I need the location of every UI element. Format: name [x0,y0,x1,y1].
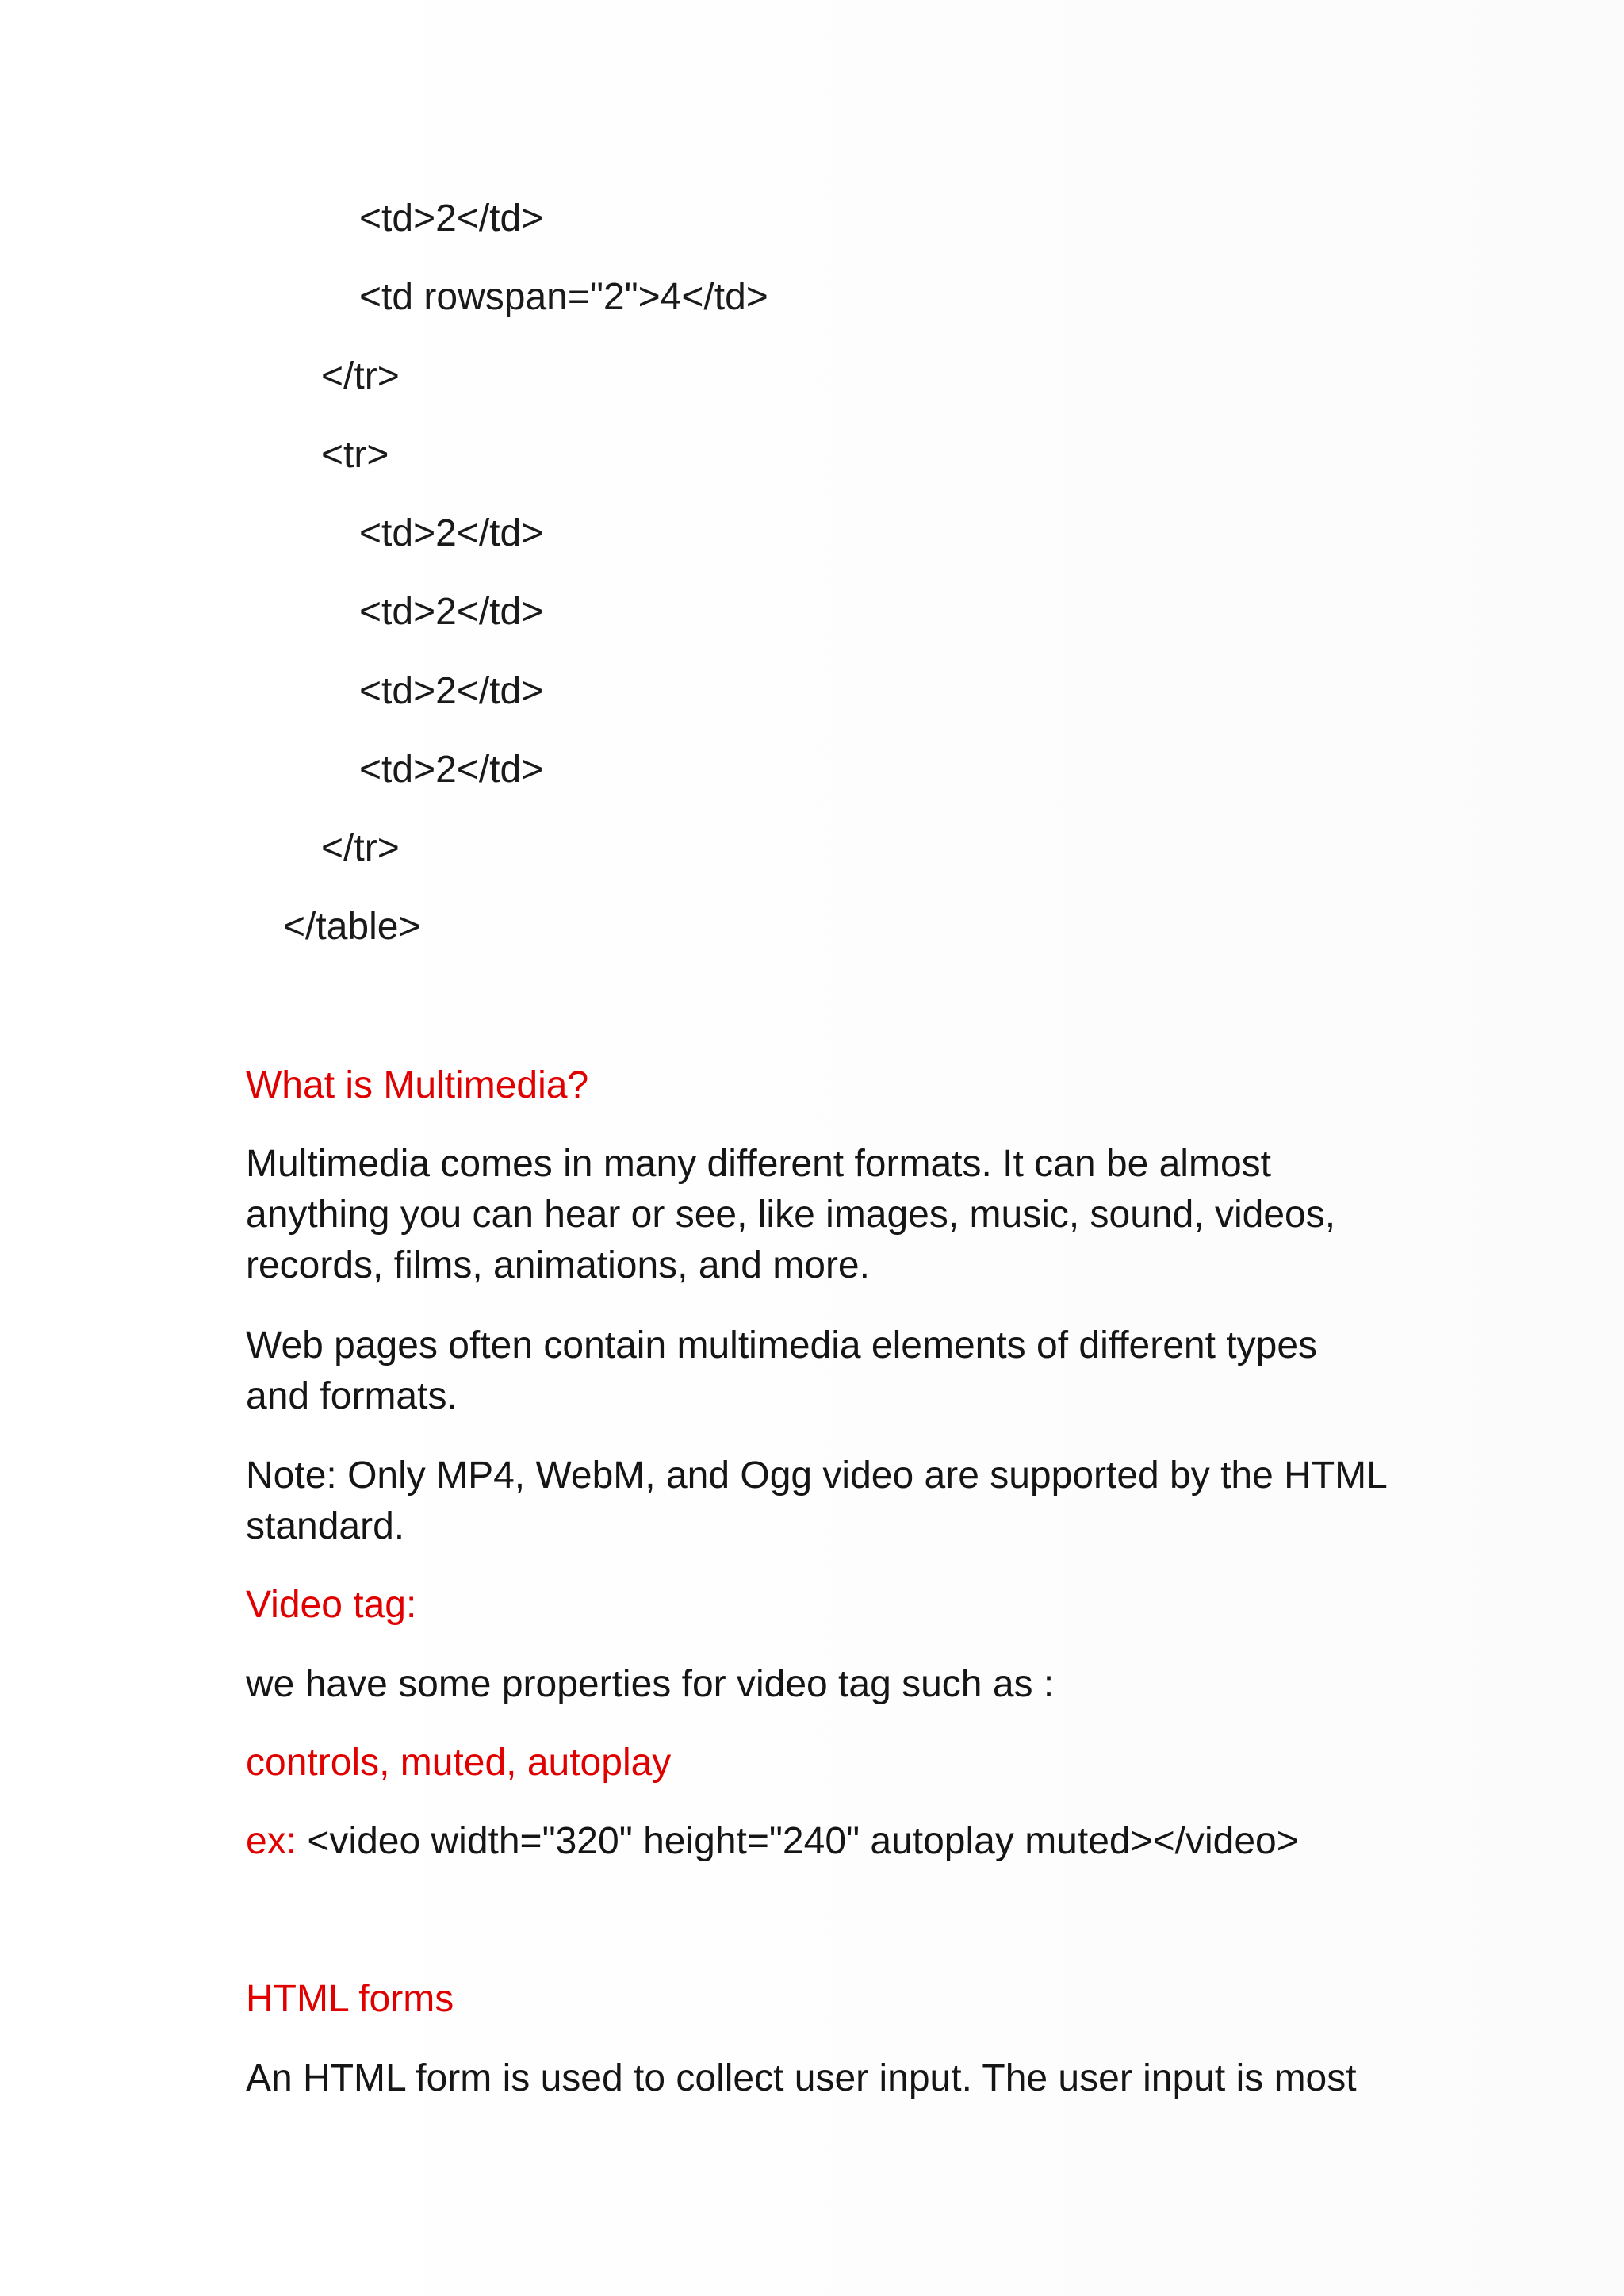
code-line: </table> [283,906,421,948]
code-line: <td>2</td> [359,670,544,712]
video-tag-example [246,1816,1388,1867]
html-forms-intro: An HTML form is used to collect user input. The user input is most [246,2057,1357,2099]
multimedia-paragraph-1: Multimedia comes in many different formats. It can be almost anything you can hear or see, like images, music, sound, videos, records, films, animations, and more. [246,1143,1336,1286]
code-line: </tr> [321,355,400,397]
code-line: </tr> [321,827,400,869]
video-tag-intro: we have some properties for video tag such as : [246,1663,1055,1705]
code-line: <td>2</td> [359,197,544,240]
code-line: <tr> [321,434,389,476]
code-line: <td>2</td> [359,591,544,633]
code-line: <td rowspan="2">4</td> [359,276,768,318]
example-code: <video width="320" height="240" autoplay muted></video> [297,1820,1299,1862]
example-label: ex: [246,1820,297,1862]
video-tag-properties: controls, muted, autoplay [246,1742,672,1784]
video-tag-heading: Video tag: [246,1584,417,1626]
multimedia-heading: What is Multimedia? [246,1064,589,1106]
code-line: <td>2</td> [359,512,544,554]
code-line: <td>2</td> [359,749,544,791]
html-forms-heading: HTML forms [246,1978,454,2020]
multimedia-paragraph-2: Web pages often contain multimedia elements of different types and formats. [246,1324,1318,1417]
multimedia-note: Note: Only MP4, WebM, and Ogg video are supported by the HTML standard. [246,1455,1387,1547]
